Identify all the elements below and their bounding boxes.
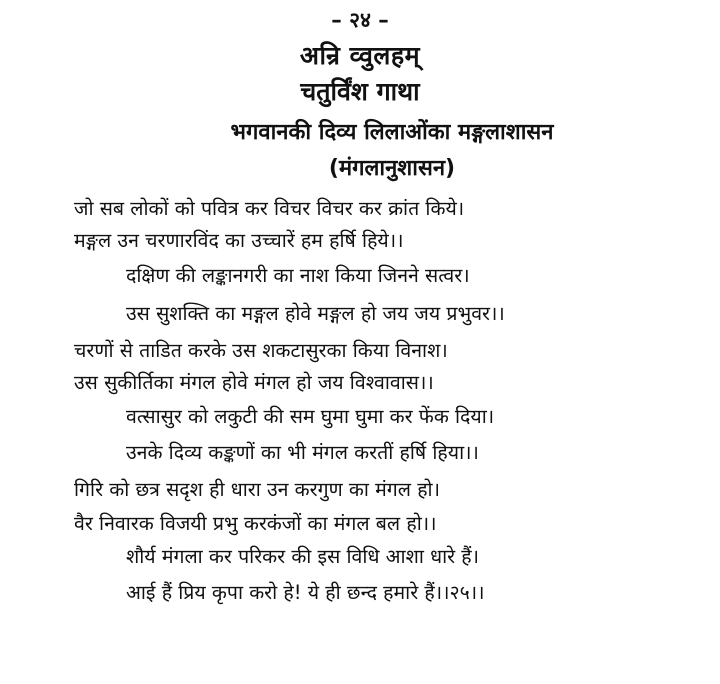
verse-line: मङ्गल उन चरणारविंद का उच्चारें हम हर्षि हिये।। xyxy=(74,229,404,252)
verse-line: उस सुशक्ति का मङ्गल होवे मङ्गल हो जय जय प्रभुवर।। xyxy=(126,302,505,325)
verse-line: वैर निवारक विजयी प्रभु करकंजों का मंगल बल हो।। xyxy=(74,512,437,535)
page-subtitle: चतुर्विंश गाथा xyxy=(300,77,420,106)
verse-line: वत्सासुर को लकुटी की सम घुमा घुमा कर फेंक दिया। xyxy=(126,405,495,428)
verse-line: जो सब लोकों को पवित्र कर विचर विचर कर क्रांत किये। xyxy=(74,197,465,220)
verse-line: आई हैं प्रिय कृपा करो हे! ये ही छन्द हमारे हैं।।२५।। xyxy=(126,581,485,604)
verse-line: दक्षिण की लङ्कानगरी का नाश किया जिनने सत्वर। xyxy=(126,264,470,287)
verse-line: गिरि को छत्र सदृश ही धारा उन करगुण का मंगल हो। xyxy=(74,478,440,501)
verse-line: चरणों से ताडित करके उस शकटासुरका किया विनाश। xyxy=(74,339,448,362)
page-title: अन्रि व्वुलहम् xyxy=(299,41,421,70)
section-subheading: (मंगलानुशासन) xyxy=(328,156,456,181)
page-number: – २४ – xyxy=(331,8,389,32)
verse-line: उस सुकीर्तिका मंगल होवे मंगल हो जय विश्वावास।। xyxy=(74,371,434,394)
verse-line: शौर्य मंगला कर परिकर की इस विधि आशा धारे हैं। xyxy=(126,545,480,568)
section-heading: भगवानकी दिव्य लिलाओंका मङ्गलाशासन xyxy=(230,120,554,145)
verse-line: उनके दिव्य कङ्कणों का भी मंगल करतीं हर्षि हिया।। xyxy=(126,441,479,464)
